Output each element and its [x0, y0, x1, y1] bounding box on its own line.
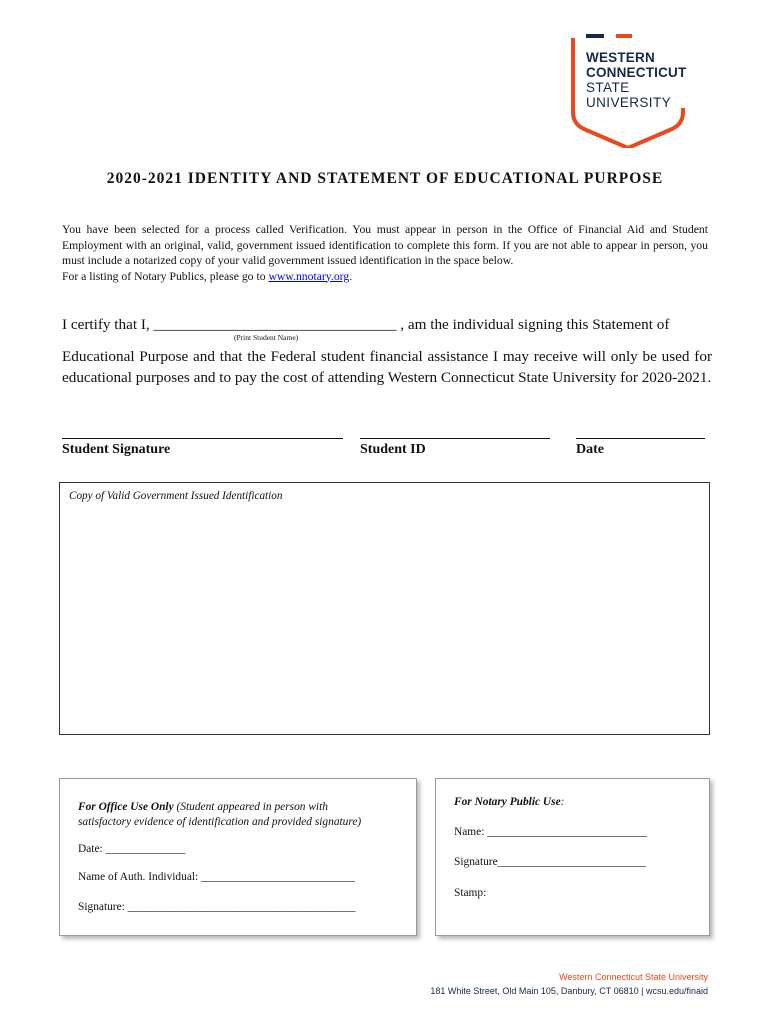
page-footer [430, 970, 708, 998]
notary-name-field[interactable]: Name: ____________________________ [454, 826, 647, 838]
notary-heading-suffix: : [560, 796, 565, 808]
notary-link[interactable]: www.nnotary.org [268, 269, 350, 283]
logo-wordmark [586, 50, 686, 110]
office-use-heading-note2: satisfactory evidence of identification and provided signature) [78, 816, 362, 828]
date-label: Date [576, 442, 604, 457]
notary-listing-line [62, 269, 708, 285]
student-signature-label: Student Signature [62, 442, 171, 457]
notary-heading [454, 796, 564, 808]
student-id-label: Student ID [360, 442, 426, 457]
office-use-heading-bold: For Office Use Only [78, 801, 174, 813]
notary-listing-suffix: . [349, 269, 353, 283]
student-id-line[interactable] [360, 438, 550, 439]
print-name-caption: (Print Student Name) [234, 333, 299, 342]
certify-line[interactable]: I certify that I, ________________________________ , am the individual signing this Statement of [62, 316, 670, 333]
notary-heading-bold: For Notary Public Use [454, 796, 561, 808]
id-copy-box[interactable] [59, 482, 710, 735]
student-signature-line[interactable] [62, 438, 343, 439]
notary-stamp-field[interactable]: Stamp: [454, 887, 487, 899]
intro-body: You have been selected for a process called Verification. You must appear in person in the Office of Financial Aid and Student Employment with an original, valid, government issued identification to complete this form. If you are not able to appear in person, you must include a notarized copy of your valid government issued identification in the space below. [62, 223, 708, 267]
date-line[interactable] [576, 438, 705, 439]
logo-line-state: STATE [586, 80, 630, 95]
university-logo [570, 34, 710, 148]
intro-paragraph [62, 222, 708, 284]
logo-line-western: WESTERN [586, 50, 655, 65]
office-auth-name-field[interactable]: Name of Auth. Individual: ___________________________ [78, 871, 355, 883]
office-use-heading [78, 800, 408, 830]
office-date-field[interactable]: Date: ______________ [78, 843, 186, 855]
id-copy-box-label: Copy of Valid Government Issued Identification [69, 490, 283, 502]
certify-body: Educational Purpose and that the Federal student financial assistance I may receive will only be used for educational purposes and to pay the cost of attending Western Connecticut State University for 2020-2021. [62, 348, 712, 386]
page-title: 2020-2021 IDENTITY AND STATEMENT OF EDUCATIONAL PURPOSE [106, 170, 664, 187]
footer-address: 181 White Street, Old Main 105, Danbury, CT 06810 | wcsu.edu/finaid [430, 986, 708, 996]
logo-line-connecticut: CONNECTICUT [586, 65, 687, 80]
notary-signature-field[interactable]: Signature__________________________ [454, 856, 646, 868]
office-signature-field[interactable]: Signature: ________________________________________ [78, 901, 356, 913]
logo-line-university: UNIVERSITY [586, 95, 672, 110]
notary-use-box [435, 778, 710, 936]
office-use-box [59, 778, 417, 936]
notary-listing-prefix: For a listing of Notary Publics, please go to [62, 269, 269, 283]
office-use-heading-note: (Student appeared in person with [176, 801, 328, 813]
footer-org: Western Connecticut State University [559, 972, 708, 982]
